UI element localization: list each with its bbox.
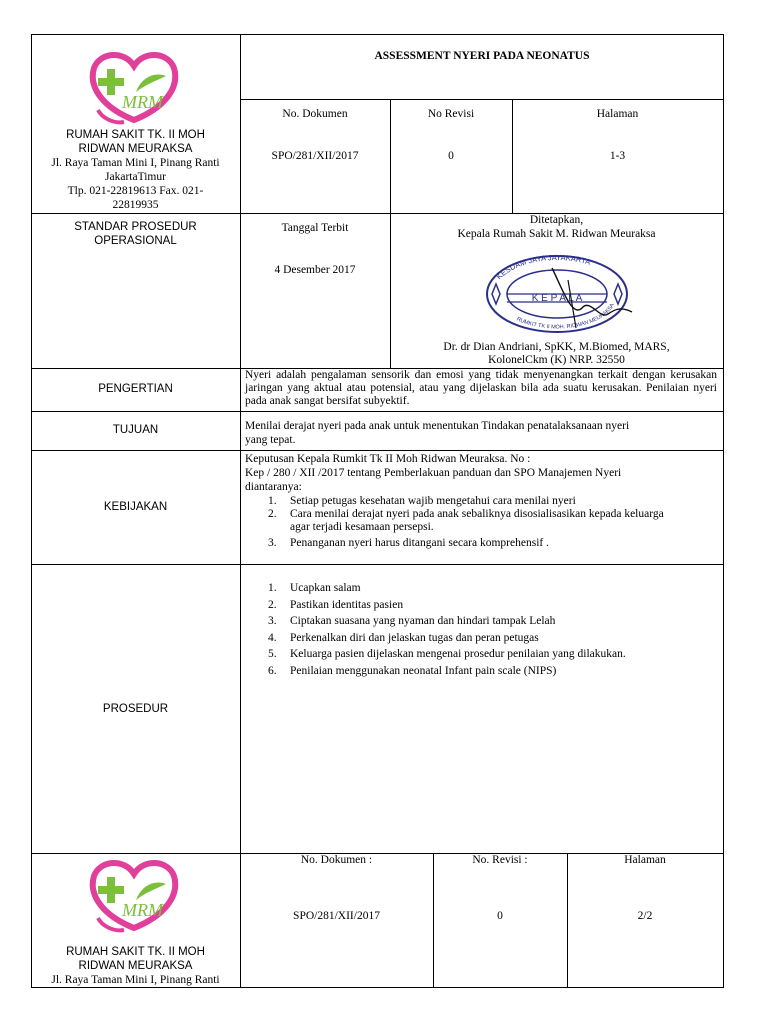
kebijakan-line-2: Kep / 280 / XII /2017 tentang Pemberlakuan panduan dan SPO Manajemen Nyeri: [245, 467, 622, 479]
list-item: 5. Keluarga pasien dijelaskan mengenai prosedur penilaian yang dilakukan.: [268, 648, 626, 660]
kebijakan-line-3: diantaranya:: [245, 481, 302, 493]
kebijakan-list: [240, 495, 720, 550]
list-item: 2. Pastikan identitas pasien: [268, 598, 404, 611]
doc-number-label: No. Dokumen: [282, 108, 348, 120]
footer-revision-label: No. Revisi :: [472, 854, 528, 866]
stamp-bottom-text: RUMKIT TK II MOH. RIDWAN MEURAKSA: [515, 302, 616, 331]
kebijakan-line-1: Keputusan Kepala Rumkit Tk II Moh Ridwan Meuraksa. No :: [245, 453, 531, 465]
official-stamp: [472, 248, 642, 338]
hospital-logo-footer: [84, 856, 184, 936]
sop-label-1: STANDAR PROSEDUR: [74, 221, 197, 233]
pengertian-text: Nyeri adalah pengalaman sensorik dan emosi yang tidak menyenangkan terkait dengan kerusakan jaringan yang aktual atau potensial, atau yang dijelaskan bila ada suatu kerusakan. Penilaian nyeri pada anak sangat bersifat subyektif.: [245, 369, 717, 407]
signer-rank: KolonelCkm (K) NRP. 32550: [488, 354, 625, 366]
issue-date-label: Tanggal Terbit: [281, 222, 349, 234]
footer-revision-value: 0: [497, 910, 503, 922]
logo-text: MRM: [122, 92, 163, 112]
footer-hospital-address: Jl. Raya Taman Mini I, Pinang Ranti: [51, 974, 220, 986]
footer-hospital-name-2: RIDWAN MEURAKSA: [78, 960, 193, 972]
pengertian-label: PENGERTIAN: [98, 383, 173, 395]
list-item: 3. Penanganan nyeri harus ditangani secara komprehensif .: [268, 537, 549, 549]
signer-name: Dr. dr Dian Andriani, SpKK, M.Biomed, MARS,: [443, 341, 670, 353]
footer-page-label: Halaman: [624, 854, 666, 866]
list-item: 1. Setiap petugas kesehatan wajib mengetahui cara menilai nyeri: [268, 495, 576, 507]
approved-by-1: Ditetapkan,: [529, 214, 584, 226]
prosedur-label: PROSEDUR: [102, 703, 169, 715]
kebijakan-label: KEBIJAKAN: [103, 501, 168, 513]
hospital-phone-2: 22819935: [112, 199, 159, 211]
issue-date-value: 4 Desember 2017: [274, 264, 356, 276]
hospital-address-1: Jl. Raya Taman Mini I, Pinang Ranti: [51, 157, 220, 169]
logo-text-footer: MRM: [122, 900, 163, 920]
footer-doc-number-value: SPO/281/XII/2017: [293, 910, 380, 922]
footer-page-value: 2/2: [637, 910, 653, 922]
tujuan-text-1: Menilai derajat nyeri pada anak untuk menentukan Tindakan penatalaksanaan nyeri: [245, 420, 630, 432]
prosedur-list: [240, 582, 720, 681]
page-value: 1-3: [609, 150, 626, 162]
list-item: 3. Ciptakan suasana yang nyaman dan hindari tampak Lelah: [268, 615, 556, 627]
footer-doc-number-label: No. Dokumen :: [300, 854, 373, 866]
document-title: ASSESSMENT NYERI PADA NEONATUS: [374, 50, 590, 62]
approved-by-2: Kepala Rumah Sakit M. Ridwan Meuraksa: [457, 228, 656, 240]
list-item: 4. Perkenalkan diri dan jelaskan tugas dan peran petugas: [268, 631, 539, 644]
list-item: 1. Ucapkan salam: [268, 582, 361, 594]
page-label: Halaman: [596, 108, 639, 120]
svg-text:KESDAM JAYA JAYAKARTA: [495, 253, 592, 281]
list-item-cont: agar terjadi kesamaan persepsi.: [290, 521, 434, 533]
revision-label: No Revisi: [427, 108, 475, 120]
stamp-mid-text: K E P A L A: [531, 293, 583, 304]
hospital-address-2: JakartaTimur: [105, 171, 166, 183]
doc-number-value: SPO/281/XII/2017: [271, 150, 359, 162]
tujuan-text-2: yang tepat.: [245, 434, 296, 446]
revision-value: 0: [448, 150, 454, 162]
hospital-phone-1: Tlp. 021-22819613 Fax. 021-: [67, 185, 204, 197]
hospital-name-2: RIDWAN MEURAKSA: [78, 143, 193, 155]
footer-hospital-name-1: RUMAH SAKIT TK. II MOH: [66, 946, 205, 958]
hospital-name-1: RUMAH SAKIT TK. II MOH: [66, 129, 205, 141]
list-item: 2. Cara menilai derajat nyeri pada anak sebaliknya disosialisasikan kepada keluarga: [268, 508, 664, 520]
sop-label-2: OPERASIONAL: [94, 235, 177, 247]
hospital-logo: [84, 48, 184, 128]
list-item: 6. Penilaian menggunakan neonatal Infant pain scale (NIPS): [268, 664, 557, 677]
tujuan-label: TUJUAN: [112, 424, 159, 436]
stamp-top-text: KESDAM JAYA JAYAKARTA: [494, 252, 592, 282]
